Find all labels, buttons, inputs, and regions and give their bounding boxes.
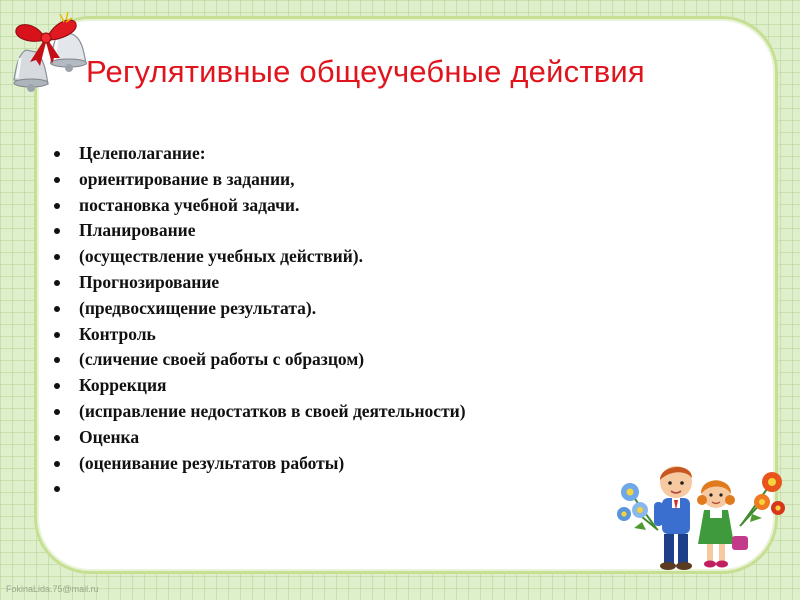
list-item-text: (оценивание результатов работы) <box>79 452 345 473</box>
list-item <box>46 476 466 502</box>
list-item <box>46 167 466 193</box>
bullet-icon <box>54 357 60 363</box>
list-item <box>46 347 466 373</box>
list-item <box>46 373 466 399</box>
bullet-icon <box>54 486 60 492</box>
children-with-flowers-illustration <box>612 452 788 582</box>
bullet-icon <box>54 203 60 209</box>
list-item-text: ориентирование в задании, <box>79 168 295 189</box>
bullet-icon <box>54 280 60 286</box>
list-item <box>46 425 466 451</box>
list-item <box>46 244 466 270</box>
list-item-text: Целеполагание: <box>79 143 206 163</box>
bullet-list <box>46 141 466 502</box>
bullet-icon <box>54 306 60 312</box>
list-item-text: Прогнозирование <box>79 271 220 292</box>
bullet-icon <box>54 332 60 338</box>
list-item-text: (сличение своей работы с образцом) <box>79 349 365 370</box>
list-item-text: постановка учебной задачи. <box>79 194 300 215</box>
bullet-icon <box>54 151 60 157</box>
bullet-icon <box>54 461 60 467</box>
bullet-icon <box>54 409 60 415</box>
list-item <box>46 141 466 167</box>
list-item <box>46 296 466 322</box>
bells-with-bow-icon <box>4 10 96 96</box>
list-item <box>46 193 466 219</box>
list-item <box>46 451 466 477</box>
list-item-text: (предвосхищение результата). <box>79 297 317 318</box>
slide-title: Регулятивные общеучебные действия <box>86 54 645 89</box>
list-item-text: Планирование <box>79 220 196 241</box>
list-item <box>46 270 466 296</box>
bullet-icon <box>54 228 60 234</box>
list-item-text: (осуществление учебных действий). <box>79 246 363 267</box>
list-item <box>46 218 466 244</box>
list-item-text: (исправление недостатков в своей деятельности) <box>79 400 466 421</box>
author-watermark: FokinaLida.75@mail.ru <box>6 584 99 594</box>
bullet-icon <box>54 177 60 183</box>
list-item-text: Контроль <box>79 323 156 344</box>
list-item-text: Коррекция <box>79 375 167 396</box>
bullet-icon <box>54 383 60 389</box>
bullet-icon <box>54 254 60 260</box>
list-item <box>46 399 466 425</box>
bullet-icon <box>54 435 60 441</box>
list-item <box>46 322 466 348</box>
list-item-text: Оценка <box>79 426 140 447</box>
